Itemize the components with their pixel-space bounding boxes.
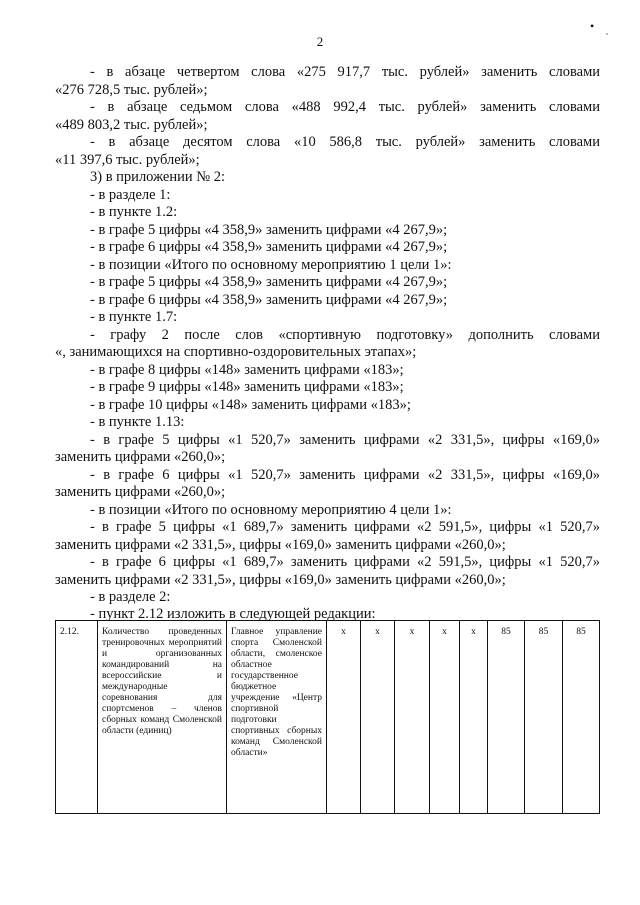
table-cell-value <box>525 621 563 813</box>
table-cell-number <box>56 621 98 813</box>
cell-text: x <box>409 627 415 637</box>
text-line: 3) в приложении № 2: <box>90 169 225 185</box>
table-cell-value <box>460 621 488 813</box>
text-line: «489 803,2 тыс. рублей»; <box>55 117 208 133</box>
text-line: - в пункте 1.13: <box>90 414 185 430</box>
text-line: заменить цифрами «260,0»; <box>55 449 226 465</box>
text-line: «276 728,5 тыс. рублей»; <box>55 82 208 98</box>
text-line: - пункт 2.12 изложить в следующей редакции: <box>90 606 376 622</box>
table-cell-value <box>395 621 430 813</box>
text-line: - в графе 9 цифры «148» заменить цифрами «183»; <box>90 379 404 395</box>
text-line: - в абзаце седьмом слова «488 992,4 тыс. рублей» заменить словами <box>90 99 600 115</box>
text-line: - в позиции «Итого по основному мероприятию 4 цели 1»: <box>90 502 452 518</box>
text-line: - в абзаце четвертом слова «275 917,7 тыс. рублей» заменить словами <box>90 64 600 80</box>
table-cell-value <box>327 621 361 813</box>
text-line: - в графе 6 цифры «1 689,7» заменить цифрами «2 591,5», цифры «1 520,7» <box>90 554 600 570</box>
cell-text: x <box>471 627 476 637</box>
table-cell-value <box>430 621 460 813</box>
cell-text: 85 <box>501 627 511 637</box>
table-cell-value <box>361 621 395 813</box>
cell-text: Количество проведенных тренировочных мероприятий и организованных командирований на всероссийские и международные соревнования для спортсменов – членов сборных команд Смоленской области (единиц) <box>102 627 222 736</box>
table-cell-value <box>563 621 599 813</box>
cell-text: x <box>341 627 346 637</box>
cell-text: Главное управление спорта Смоленской области, смоленское областное государственное бюджетное учреждение «Центр спортивной подготовки спортивных сборных команд Смоленской области» <box>231 627 322 758</box>
text-line: заменить цифрами «2 331,5», цифры «169,0» заменить цифрами «260,0»; <box>55 537 506 553</box>
text-line: - в пункте 1.2: <box>90 204 178 220</box>
text-line: - в пункте 1.7: <box>90 309 178 325</box>
page-number: 2 <box>316 34 324 49</box>
table-cell-value <box>488 621 525 813</box>
text-line: - в разделе 2: <box>90 589 171 605</box>
text-line: - в графе 5 цифры «1 689,7» заменить цифрами «2 591,5», цифры «1 520,7» <box>90 519 600 535</box>
data-table <box>55 620 600 814</box>
cell-text: 85 <box>538 627 549 637</box>
corner-tick-mark: ˙ <box>605 30 609 44</box>
table-cell-executor <box>227 621 327 813</box>
text-line: - в графе 8 цифры «148» заменить цифрами «183»; <box>90 362 404 378</box>
text-line: - графу 2 после слов «спортивную подготовку» дополнить словами <box>90 327 600 343</box>
text-line: - в графе 10 цифры «148» заменить цифрами «183»; <box>90 397 411 413</box>
text-line: - в графе 6 цифры «4 358,9» заменить цифрами «4 267,9»; <box>90 292 448 308</box>
text-line: - в графе 5 цифры «1 520,7» заменить цифрами «2 331,5», цифры «169,0» <box>90 432 600 448</box>
text-line: «11 397,6 тыс. рублей»; <box>55 152 200 168</box>
text-line: - в графе 6 цифры «4 358,9» заменить цифрами «4 267,9»; <box>90 239 448 255</box>
cell-text: 2.12. <box>60 627 79 637</box>
text-line: - в разделе 1: <box>90 187 171 203</box>
cell-text: x <box>375 627 380 637</box>
text-line: - в графе 6 цифры «1 520,7» заменить цифрами «2 331,5», цифры «169,0» <box>90 467 600 483</box>
text-line: заменить цифрами «260,0»; <box>55 484 226 500</box>
text-line: - в абзаце десятом слова «10 586,8 тыс. рублей» заменить словами <box>90 134 600 150</box>
text-line: - в позиции «Итого по основному мероприятию 1 цели 1»: <box>90 257 452 273</box>
cell-text: x <box>442 627 447 637</box>
table-cell-indicator <box>98 621 227 813</box>
text-line: - в графе 5 цифры «4 358,9» заменить цифрами «4 267,9»; <box>90 274 448 290</box>
cell-text: 85 <box>576 627 586 637</box>
text-line: «, занимающихся на спортивно-оздоровительных этапах»; <box>55 344 417 360</box>
text-line: - в графе 5 цифры «4 358,9» заменить цифрами «4 267,9»; <box>90 222 448 238</box>
text-line: заменить цифрами «2 331,5», цифры «169,0» заменить цифрами «260,0»; <box>55 572 506 588</box>
corner-dot-mark: • <box>590 19 595 33</box>
